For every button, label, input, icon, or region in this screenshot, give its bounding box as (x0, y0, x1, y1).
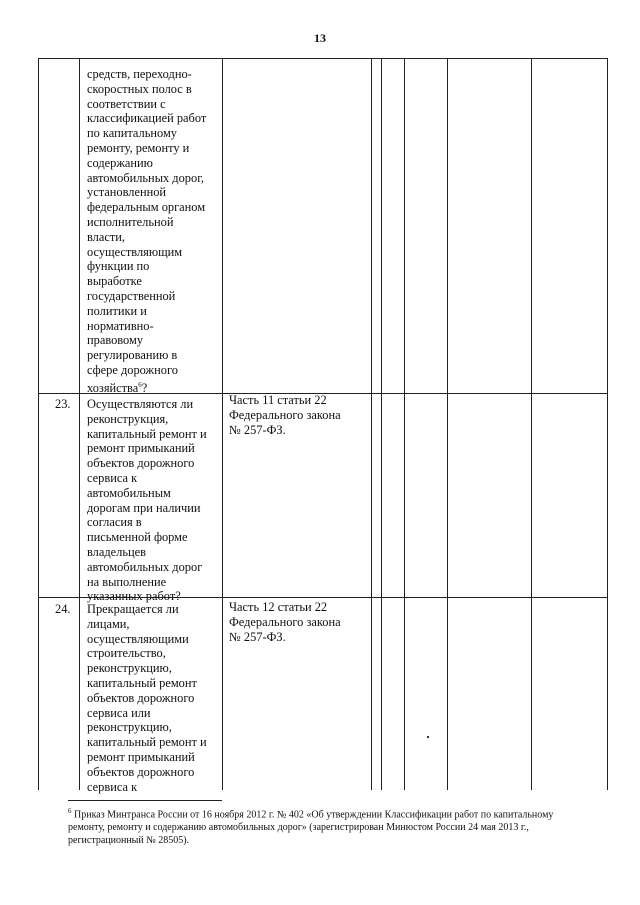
column-divider (404, 59, 405, 790)
column-divider (79, 59, 80, 790)
footnote-mark: 6 (68, 807, 72, 815)
footnote (68, 805, 608, 847)
column-divider (531, 59, 532, 790)
row-question: Прекращается ли лицами, осуществляющими строительство, реконструкцию, капитальный ремонт объектов дорожного сервиса или реконструкцию, капитальный ремонт и ремонт примыканий объектов дорожного сервиса к (87, 602, 207, 794)
row-reference: Часть 12 статьи 22 Федерального закона № 257-ФЗ. (229, 600, 341, 644)
page-number: 13 (314, 31, 326, 45)
column-divider (371, 59, 372, 790)
row-number: 24. (55, 602, 71, 616)
row-reference: Часть 11 статьи 22 Федерального закона № 257-ФЗ. (229, 393, 341, 437)
footnote-separator (68, 800, 222, 801)
footnote-text: Приказ Минтранса России от 16 ноября 2012 г. № 402 «Об утверждении Классификации работ по капитальному ремонту, ремонту и содержанию автомобильных дорог» (зарегистрирован Минюстом России 24 мая 2013 г., регистрационный № 28505). (68, 809, 554, 847)
checklist-table (38, 58, 608, 794)
scan-speck (427, 736, 429, 738)
column-divider (447, 59, 448, 790)
footnote-reference: 6 (138, 380, 142, 389)
column-divider (222, 59, 223, 790)
continuation-row-question: средств, переходно- скоростных полос в соответствии с классификацией работ по капитальному ремонту, ремонту и содержанию автомобильных дорог, установленной федеральным органом исполнительной власти, осуществляющим функции по выработке государственной политики и нормативно- правовому регулированию в сфере дорожного хозяйства$^6$? (87, 67, 207, 395)
row-number: 23. (55, 397, 71, 411)
column-divider (381, 59, 382, 790)
row-question: Осуществляются ли реконструкция, капитальный ремонт и ремонт примыканий объектов дорожного сервиса к автомобильным дорогам при наличии согласия в письменной форме владельцев автомобильных дорог на выполнение указанных работ? (87, 397, 207, 604)
